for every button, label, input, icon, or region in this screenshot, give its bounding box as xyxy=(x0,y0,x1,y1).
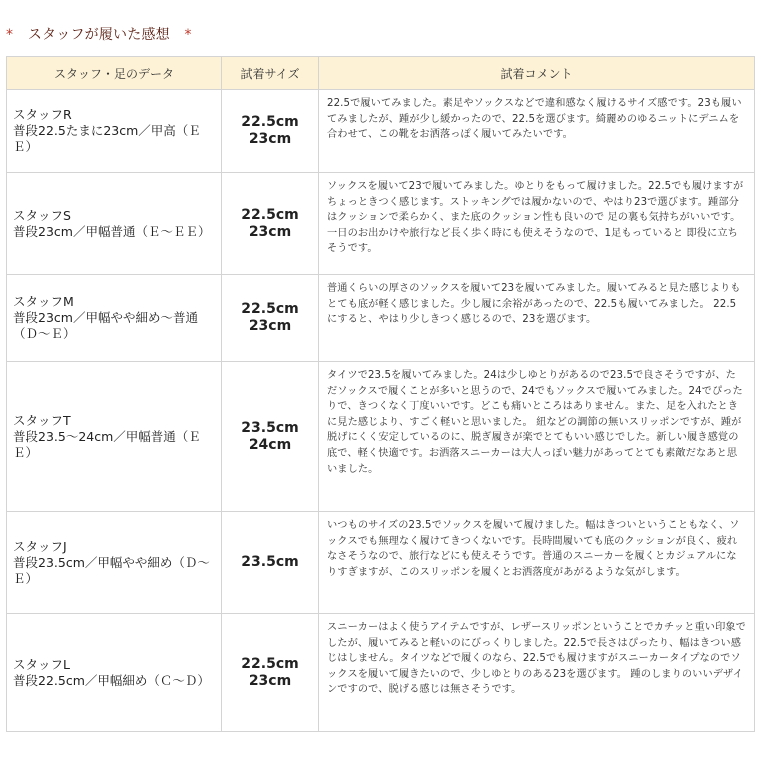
header-try-size: 試着サイズ xyxy=(222,57,319,90)
table-row xyxy=(7,275,755,362)
size-value: 23.5cm xyxy=(241,419,299,436)
staff-foot-data: 普段23cm／甲幅普通（Ｅ～ＥＥ） xyxy=(13,223,211,239)
size-value: 23cm xyxy=(248,131,292,147)
size-value: 23cm xyxy=(248,672,292,689)
staff-name: スタッフL xyxy=(13,656,70,672)
header-staff-data: スタッフ・足のデータ xyxy=(7,57,222,90)
staff-name: スタッフR xyxy=(13,107,72,122)
size-cell xyxy=(222,614,319,732)
size-value: 23cm xyxy=(248,223,292,240)
staff-foot-data: 普段22.5cm／甲幅細め（Ｃ～Ｄ） xyxy=(13,672,210,688)
section-title-text: スタッフが履いた感想 xyxy=(27,27,170,43)
table-header-row xyxy=(7,57,755,90)
comment-text: 普通くらいの厚さのソックスを履いて23を履いてみました。履いてみると見た感じよりもとても底が軽く感じました。少し履に余裕があったので、22.5も履いてみました。 22.5にすると、やはり少しきつく感じるので、23を選びます。 xyxy=(327,283,741,326)
star-left: * xyxy=(6,27,14,43)
comment-text: ソックスを履いて23で履いてみました。ゆとりをもって履けました。22.5でも履けますがちょっときつく感じます。ストッキングでは履かないので、やはり23で選びます。踵部分はクッションで柔らかく、また底のクッション性も良いので 足の裏も気持ちがいいです。一日のお出かけや旅行など長く歩く時にも使えそうなので、1足もっていると 即役に立ちそうです。 xyxy=(327,181,744,255)
staff-foot-data: 普段23cm／甲幅やや細め～普通（Ｄ～Ｅ） xyxy=(13,310,198,341)
staff-cell xyxy=(7,173,222,275)
star-right: * xyxy=(184,27,192,43)
size-value: 22.5cm xyxy=(241,206,299,223)
comment-text: いつものサイズの23.5でソックスを履いて履けました。幅はきついということもなく、ソックスでも無理なく履けてきつくないです。長時間履いても底のクッションが良く、疲れなさそうなので、旅行などにも使えそうです。普通のスニーカーを履くとカジュアルになりすぎますが、このスリッポンを履くとお洒落度があがるような気がします。 xyxy=(327,520,740,578)
comment-cell xyxy=(319,173,755,275)
staff-name: スタッフJ xyxy=(13,538,67,554)
comment-text: 22.5で履いてみました。素足やソックスなどで違和感なく履けるサイズ感です。23も履いてみましたが、踵が少し緩かったので、22.5を選びます。綺麗めのゆるニットにデニムを合わせて、この靴をお洒落っぽく履いてみたいです。 xyxy=(327,98,742,141)
staff-cell xyxy=(7,90,222,173)
staff-cell xyxy=(7,275,222,362)
size-value: 24cm xyxy=(248,436,292,453)
staff-foot-data: 普段23.5cm／甲幅やや細め（Ｄ～Ｅ） xyxy=(13,554,210,586)
size-cell xyxy=(222,275,319,362)
staff-name: スタッフS xyxy=(13,207,71,223)
section-title xyxy=(6,24,192,44)
comment-cell xyxy=(319,614,755,732)
comment-text: スニーカーはよく使うアイテムですが、レザースリッポンということでカチッと重い印象でしたが、履いてみると軽いのにびっくりしました。22.5で長さはぴったり、幅はきつい感じはしません。タイツなどで履くのなら、22.5でも履けますがスニーカータイプなのでソックスを履いて履きたいので、少しゆとりのある23を選びます。 踵のしまりのいいデザインですので、脱げる感じは無さそうです。 xyxy=(327,622,746,696)
staff-foot-data: 普段23.5～24cm／甲幅普通（ＥＥ） xyxy=(13,428,201,460)
size-value: 22.5cm xyxy=(241,114,299,130)
comment-cell xyxy=(319,512,755,614)
size-value: 22.5cm xyxy=(241,655,299,672)
table-row xyxy=(7,362,755,512)
staff-review-table xyxy=(6,56,755,732)
staff-name: スタッフM xyxy=(13,294,74,309)
table-row xyxy=(7,614,755,732)
size-value: 23.5cm xyxy=(241,554,299,570)
staff-foot-data: 普段22.5たまに23cm／甲高（ＥＥ） xyxy=(13,123,201,154)
staff-cell xyxy=(7,614,222,732)
comment-text: タイツで23.5を履いてみました。24は少しゆとりがあるので23.5で良さそうですが、ただソックスで履くことが多いと思うので、24でもソックスで履いてみました。24でぴったりで、きつくなく丁度いいです。どこも痛いところはありません。また、足を入れたときに見た感じより、すごく軽いと思いました。 紐などの調節の無いスリッポンですが、踵が脱げにくく安定しているのに、脱ぎ履きが楽でとてもいい感じでした。新しい履き感覚の底で、軽く快適です。お洒落スニーカーは大人っぽい魅力があってとても素敵だなあと思いました。 xyxy=(327,370,743,475)
header-try-comment: 試着コメント xyxy=(319,57,755,90)
size-cell xyxy=(222,512,319,614)
table-row xyxy=(7,512,755,614)
comment-cell xyxy=(319,275,755,362)
size-cell xyxy=(222,90,319,173)
table-row xyxy=(7,90,755,173)
staff-name: スタッフT xyxy=(13,412,71,428)
comment-cell xyxy=(319,362,755,512)
comment-cell xyxy=(319,90,755,173)
table-row xyxy=(7,173,755,275)
size-cell xyxy=(222,173,319,275)
staff-cell xyxy=(7,362,222,512)
staff-cell xyxy=(7,512,222,614)
size-value: 23cm xyxy=(248,318,292,334)
size-cell xyxy=(222,362,319,512)
size-value: 22.5cm xyxy=(241,301,299,317)
